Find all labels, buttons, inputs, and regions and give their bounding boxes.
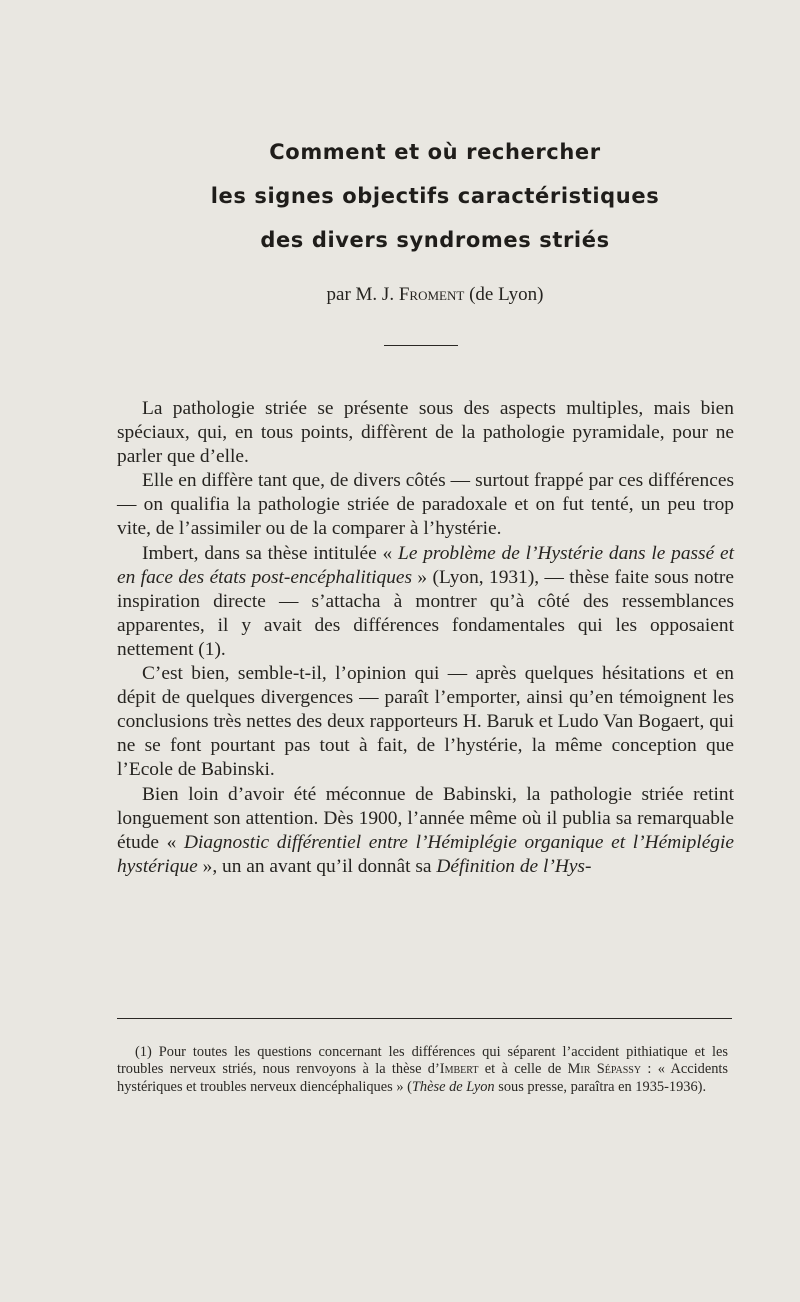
p3-text-c: » (Lyon, 1931), — thèse faite sous notre inspiration directe — s’attacha à montrer qu’à côté des ressemblances apparentes, il y avait des différences fondamentales qui les opposaient nettement (1).	[117, 566, 734, 660]
p3-text-a: Imbert, dans sa thèse intitulée «	[142, 542, 399, 564]
p3-title-italic: Le problème de l’Hystérie dans le passé et en face des états post-encéphalitiques	[117, 542, 734, 588]
body-text	[117, 397, 734, 879]
p5-text-a: Bien loin d’avoir été méconnue de Babinski, la pathologie striée retint longuement son attention. Dès 1900, l’année même où il publia sa remarquable étude «	[117, 783, 734, 853]
paragraph-5	[117, 783, 734, 879]
paragraph-2: Elle en diffère tant que, de divers côtés — surtout frappé par ces différences — on qualifia la pathologie striée de paradoxale et on fut tenté, un peu trop vite, de l’assimiler ou de la comparer à l’hystérie.	[117, 470, 734, 540]
author-name: Froment	[398, 284, 465, 305]
author-suffix: (de Lyon)	[464, 284, 544, 305]
footnote-separator	[117, 1018, 732, 1019]
title-line-2: les signes objectifs caractéristiques	[210, 184, 660, 208]
fn-text-e: : « Accidents hystériques et troubles nerveux diencéphaliques » (	[117, 1061, 728, 1095]
footnote-1	[117, 1044, 728, 1096]
fn-text-g: sous presse, paraîtra en 1935-1936).	[494, 1078, 707, 1095]
footnote	[117, 1044, 728, 1096]
fn-text-a: (1) Pour toutes les questions concernant les différences qui séparent l’accident pithiatique et les troubles nerveux striés, nous renvoyons à la thèse d’	[117, 1044, 728, 1078]
paragraph-1: La pathologie striée se présente sous des aspects multiples, mais bien spéciaux, qui, en tous points, diffèrent de la pathologie pyramidale, pour ne parler que d’elle.	[117, 398, 734, 468]
p5-title-italic: Diagnostic différentiel entre l’Hémiplégie organique et l’Hémiplégie hystérique	[117, 831, 734, 877]
title-separator	[384, 345, 458, 346]
title-line-1: Comment et où rechercher	[269, 140, 601, 164]
title-line-3: des divers syndromes striés	[260, 228, 610, 252]
fn-name-imbert: Imbert	[439, 1061, 479, 1078]
paragraph-4: C’est bien, semble-t-il, l’opinion qui — après quelques hésitations et en dépit de quelques divergences — paraît l’emporter, ainsi qu’en témoignent les conclusions très nettes des deux rapporteurs H. Baruk et Ludo Van Bogaert, qui ne se font pourtant pas tout à fait, de l’hystérie, la même conception que l’Ecole de Babinski.	[117, 663, 734, 781]
fn-name-sepassy: Mir Sépassy	[567, 1061, 642, 1078]
p5-definition-italic: Définition de l’Hys-	[436, 855, 592, 877]
fn-text-c: et à celle de	[478, 1061, 568, 1078]
author-prefix: par M. J.	[326, 284, 399, 305]
paragraph-3	[117, 542, 734, 662]
fn-these-italic: Thèse de Lyon	[411, 1078, 495, 1095]
p5-text-c: », un an avant qu’il donnât sa	[197, 855, 437, 877]
author-line	[0, 284, 800, 306]
